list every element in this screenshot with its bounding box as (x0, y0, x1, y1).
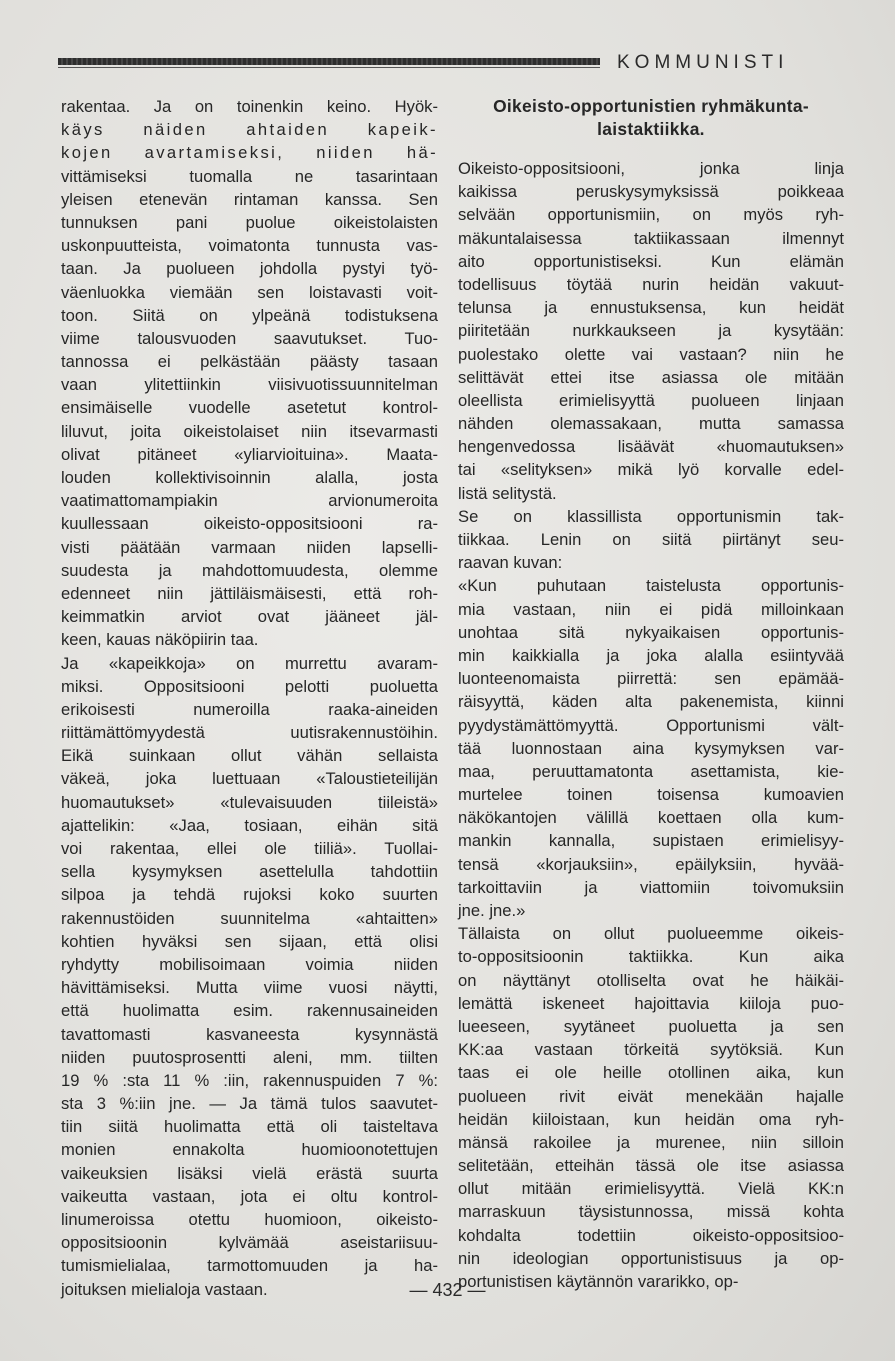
left-column-text-line: toon. Siitä on ylpeänä todistuksena (61, 305, 438, 325)
right-column-text-line: ollut mitään erimielisyyttä. Vielä KK:n (458, 1179, 844, 1199)
right-column-text-line: tensä «korjauksiin», epäilyksiin, hyvää- (458, 854, 844, 874)
section-heading-line: Oikeisto-opportunistien ryhmäkunta- (493, 96, 809, 116)
right-column-text-line: «Kun puhutaan taistelusta opportunis- (458, 576, 844, 596)
left-column-text-line: sella kysymyksen asettelulla tahdottiin (61, 862, 438, 882)
left-column-text-line: kuullessaan oikeisto-oppositsiooni ra- (61, 514, 438, 534)
right-column-text-line: raavan kuvan: (458, 553, 563, 573)
right-column-text-line: taas ei ole heille otollinen aika, kun (458, 1063, 844, 1083)
right-column-text-line: tai «selityksen» mikä lyö korvalle edel- (458, 460, 844, 480)
left-column-text-line: niiden puutosprosentti aleni, mm. tiilten (61, 1047, 438, 1067)
left-column-text-line: monien ennakolta huomioonotettujen (61, 1140, 438, 1160)
left-column-text-line: hävittämiseksi. Mutta viime vuosi näytti, (61, 978, 438, 998)
right-column-text-line: nin ideologian opportunistisuus ja op- (458, 1248, 844, 1268)
heading-gap (458, 141, 844, 157)
left-column-text-line: suudesta ja mahdottomuudesta, olemme (61, 560, 438, 580)
right-column-text-line: telunsa ja ennustuksensa, kun heidät (458, 298, 844, 318)
right-column-text-line: luonteenomaista piirrettä: sen epämää- (458, 669, 844, 689)
left-column-text-line: vaikeutta vastaan, jota ei oltu kontrol- (61, 1186, 438, 1206)
right-column-text-line: piiritetään nurkkaukseen ja kysytään: (458, 321, 844, 341)
left-text-column (61, 95, 438, 1301)
left-column-text-line: erikoisesti numeroilla raaka-aineiden (61, 699, 438, 719)
header-rule (58, 58, 600, 70)
running-title: KOMMUNISTI (617, 52, 789, 73)
page-number: — 432 — (409, 1280, 486, 1300)
right-column-text-line: aito opportunistiseksi. Kun elämän (458, 251, 844, 271)
right-column-text-line: on näyttänyt otolliselta ovat he häikäi- (458, 970, 844, 990)
left-column-text-line: ensimäiselle vuodelle asetetut kontrol- (61, 398, 438, 418)
left-column-text-line: miksi. Oppositsiooni pelotti puoluetta (61, 676, 438, 696)
right-column-text-line: selvään opportunismiin, on myös ryh- (458, 205, 844, 225)
left-column-text-line: vaan ylitettiinkin viisivuotissuunnitelman (61, 375, 438, 395)
right-column-text-line: tiikkaa. Lenin on siitä piirtänyt seu- (458, 530, 844, 549)
right-column-text-line: portunistisen käytännön vararikko, op- (458, 1272, 739, 1291)
right-column-text-line: mänsä rakoilee ja murenee, niin silloin (458, 1132, 844, 1152)
left-column-text-line: rakennustöiden suunnitelma «ahtaitten» (61, 908, 438, 928)
right-column-text-line: jne. jne.» (458, 901, 526, 920)
right-column-text-line: puolueen rivit eivät menekään hajalle (458, 1086, 844, 1106)
right-column-text-line: marraskuun täysistunnossa, missä kohta (458, 1202, 844, 1222)
right-column-text-line: Tällaista on ollut puolueemme oikeis- (458, 924, 844, 944)
right-column-text-line: listä selitystä. (458, 483, 557, 503)
left-column-text-line: kojen avartamiseksi, niiden hä- (61, 143, 438, 163)
left-column-text-line: visti päätään varmaan niiden lapselli- (61, 537, 438, 557)
right-column-text-line: selitetään, etteihän tässä ole itse asiassa (458, 1156, 844, 1176)
left-column-text-line: uskonpuutteista, voimatonta tunnusta vas- (61, 236, 438, 256)
right-column-text-line: näkökantojen välillä koettaen olla kum- (458, 808, 844, 828)
left-column-text-line: olivat pitäneet «yliarvioituina». Maata- (61, 444, 438, 464)
left-column-text-line: tumismielialaa, tarmottomuuden ja ha- (61, 1256, 438, 1276)
right-column-text-line: mäkuntalaisessa taktiikassaan ilmennyt (458, 228, 844, 248)
left-column-text-line: oppositsioonin kylvämää aseistariisuu- (61, 1233, 438, 1253)
left-column-text-line: viime talousvuoden saavutukset. Tuo- (61, 328, 438, 348)
left-column-text-line: louden kollektivisoinnin alalla, josta (61, 468, 438, 487)
right-column-text-line: kaikissa peruskysymyksissä poikkeaa (458, 182, 844, 202)
left-column-text-line: ryhdytty mobilisoimaan voimia niiden (61, 954, 438, 974)
left-column-text-line: yleisen etenevän rintaman kanssa. Sen (61, 189, 438, 209)
right-column-text-line: todellisuus töytää nurin heidän vakuut- (458, 274, 844, 294)
left-column-text-line: linumeroissa otettu huomioon, oikeisto- (61, 1210, 438, 1229)
left-column-text-line: joituksen mielialoja vastaan. (61, 1279, 268, 1299)
right-column-text-line: hengenvedossa lisäävät «huomautuksen» (458, 437, 844, 457)
right-column-text-line: to-oppositsioonin taktiikka. Kun aika (458, 947, 844, 967)
right-column-text-line: unohtaa sitä nykyaikaisen opportunis- (458, 622, 844, 642)
left-column-text-line: väenluokka viemään sen loistavasti voit- (61, 282, 438, 302)
left-column-text-line: vaatimattomampiakin arvionumeroita (61, 491, 438, 511)
left-column-text-line: voi rakentaa, ellei ole tiiliä». Tuollai- (61, 839, 438, 858)
left-column-text-line: edenneet niin jättiläismäisesti, että roh- (61, 583, 438, 603)
left-column-text-line: 19 % :sta 11 % :iin, rakennuspuiden 7 %: (61, 1070, 438, 1090)
right-column-text-line: mia vastaan, niin ei pidä milloinkaan (458, 599, 844, 619)
right-column-text-line: maa, peruuttamatonta asettamista, kie- (458, 761, 844, 781)
right-column-text-line: Se on klassillista opportunismin tak- (458, 506, 844, 526)
left-column-text-line: ajattelikin: «Jaa, tosiaan, eihän sitä (61, 815, 438, 835)
left-column-text-line: Ja «kapeikkoja» on murrettu avaram- (61, 653, 438, 673)
left-column-text-line: tavattomasti kasvaneesta kysynnästä (61, 1024, 438, 1044)
right-column-text-line: lemättä iskeneet hajoittavia kiiloja puo- (458, 993, 844, 1013)
right-column-text-line: pyydystämättömyyttä. Opportunismi vält- (458, 715, 844, 735)
right-column-text-line: mankin kannalla, supistaen erimielisyy- (458, 831, 844, 851)
left-column-text-line: huomautukset» «tulevaisuuden tiileistä» (61, 792, 438, 812)
right-column-text-line: selittävät ettei itse asiassa ole mitään (458, 367, 844, 387)
right-column-text-line: räisyyttä, käden alta pakenemista, kiinni (458, 692, 844, 712)
left-column-text-line: keimmatkin arviot ovat jääneet jäl- (61, 607, 438, 627)
left-column-text-line: että huolimatta esim. rakennusaineiden (61, 1001, 438, 1021)
right-column-text-line: puolestako olette vai vastaan? niin he (458, 344, 844, 364)
left-column-text-line: silpoa ja tehdä rujoksi koko suurten (61, 885, 438, 905)
right-column-text-line: nähden olemassakaan, mutta samassa (458, 414, 844, 434)
left-column-text-line: Eikä suinkaan ollut vähän sellaista (61, 746, 438, 766)
right-column-body (458, 157, 844, 1293)
right-column-text-line: tarkoittaviin ja viattomiin toivomuksiin (458, 877, 844, 897)
left-column-text-line: vaikeuksien lisäksi vielä erästä suurta (61, 1163, 438, 1183)
right-column-text-line: heidän kiiloistaan, kun heidän oma ryh- (458, 1109, 844, 1129)
left-column-text-line: käys näiden ahtaiden kapeik- (61, 120, 438, 140)
right-column-text-line: KK:aa vastaan törkeitä syytöksiä. Kun (458, 1040, 844, 1060)
right-text-column (458, 95, 844, 1293)
right-column-text-line: lueeseen, syytäneet puoluetta ja sen (458, 1016, 844, 1036)
left-column-text-line: väkeä, joka luettuaan «Taloustieteilijän (61, 769, 438, 789)
left-column-text-line: rakentaa. Ja on toinenkin keino. Hyök- (61, 97, 438, 116)
left-column-text-line: tiin siitä huolimatta että oli taisteltava (61, 1117, 438, 1137)
left-column-text-line: vittämiseksi tuomalla ne tasarintaan (61, 166, 438, 186)
right-column-text-line: min kaikkialla ja joka alalla esiintyvää (458, 645, 844, 665)
left-column-text-line: keen, kauas näköpiirin taa. (61, 630, 259, 650)
left-column-text-line: taan. Ja puolueen johdolla pystyi työ- (61, 259, 438, 279)
right-column-text-line: murtelee toinen toisensa kumoavien (458, 785, 844, 805)
left-column-text-line: tunnuksen pani puolue oikeistolaisten (61, 212, 438, 232)
left-column-text-line: sta 3 %:iin jne. — Ja tämä tulos saavutet- (61, 1094, 438, 1114)
left-column-text-line: tannossa ei pelkästään päästy tasaan (61, 352, 438, 372)
header-rule-thin (58, 67, 600, 68)
section-heading (458, 95, 844, 141)
left-column-text-line: liluvut, joita oikeistolaiset niin itsevarmasti (61, 421, 438, 441)
right-column-text-line: kohdalta todettiin oikeisto-oppositsioo- (458, 1225, 844, 1245)
right-column-text-line: oleellista erimielisyyttä puolueen linjaan (458, 390, 844, 410)
right-column-text-line: tää luonnostaan aina kysymyksen var- (458, 738, 844, 758)
header-rule-thick (58, 58, 600, 65)
left-column-text-line: kohtien hyväksi sen sijaan, että olisi (61, 931, 438, 951)
left-column-text-line: riittämättömyydestä uutisrakennustöihin. (61, 723, 438, 743)
section-heading-line: laistaktiikka. (597, 119, 705, 139)
right-column-text-line: Oikeisto-oppositsiooni, jonka linja (458, 159, 844, 178)
